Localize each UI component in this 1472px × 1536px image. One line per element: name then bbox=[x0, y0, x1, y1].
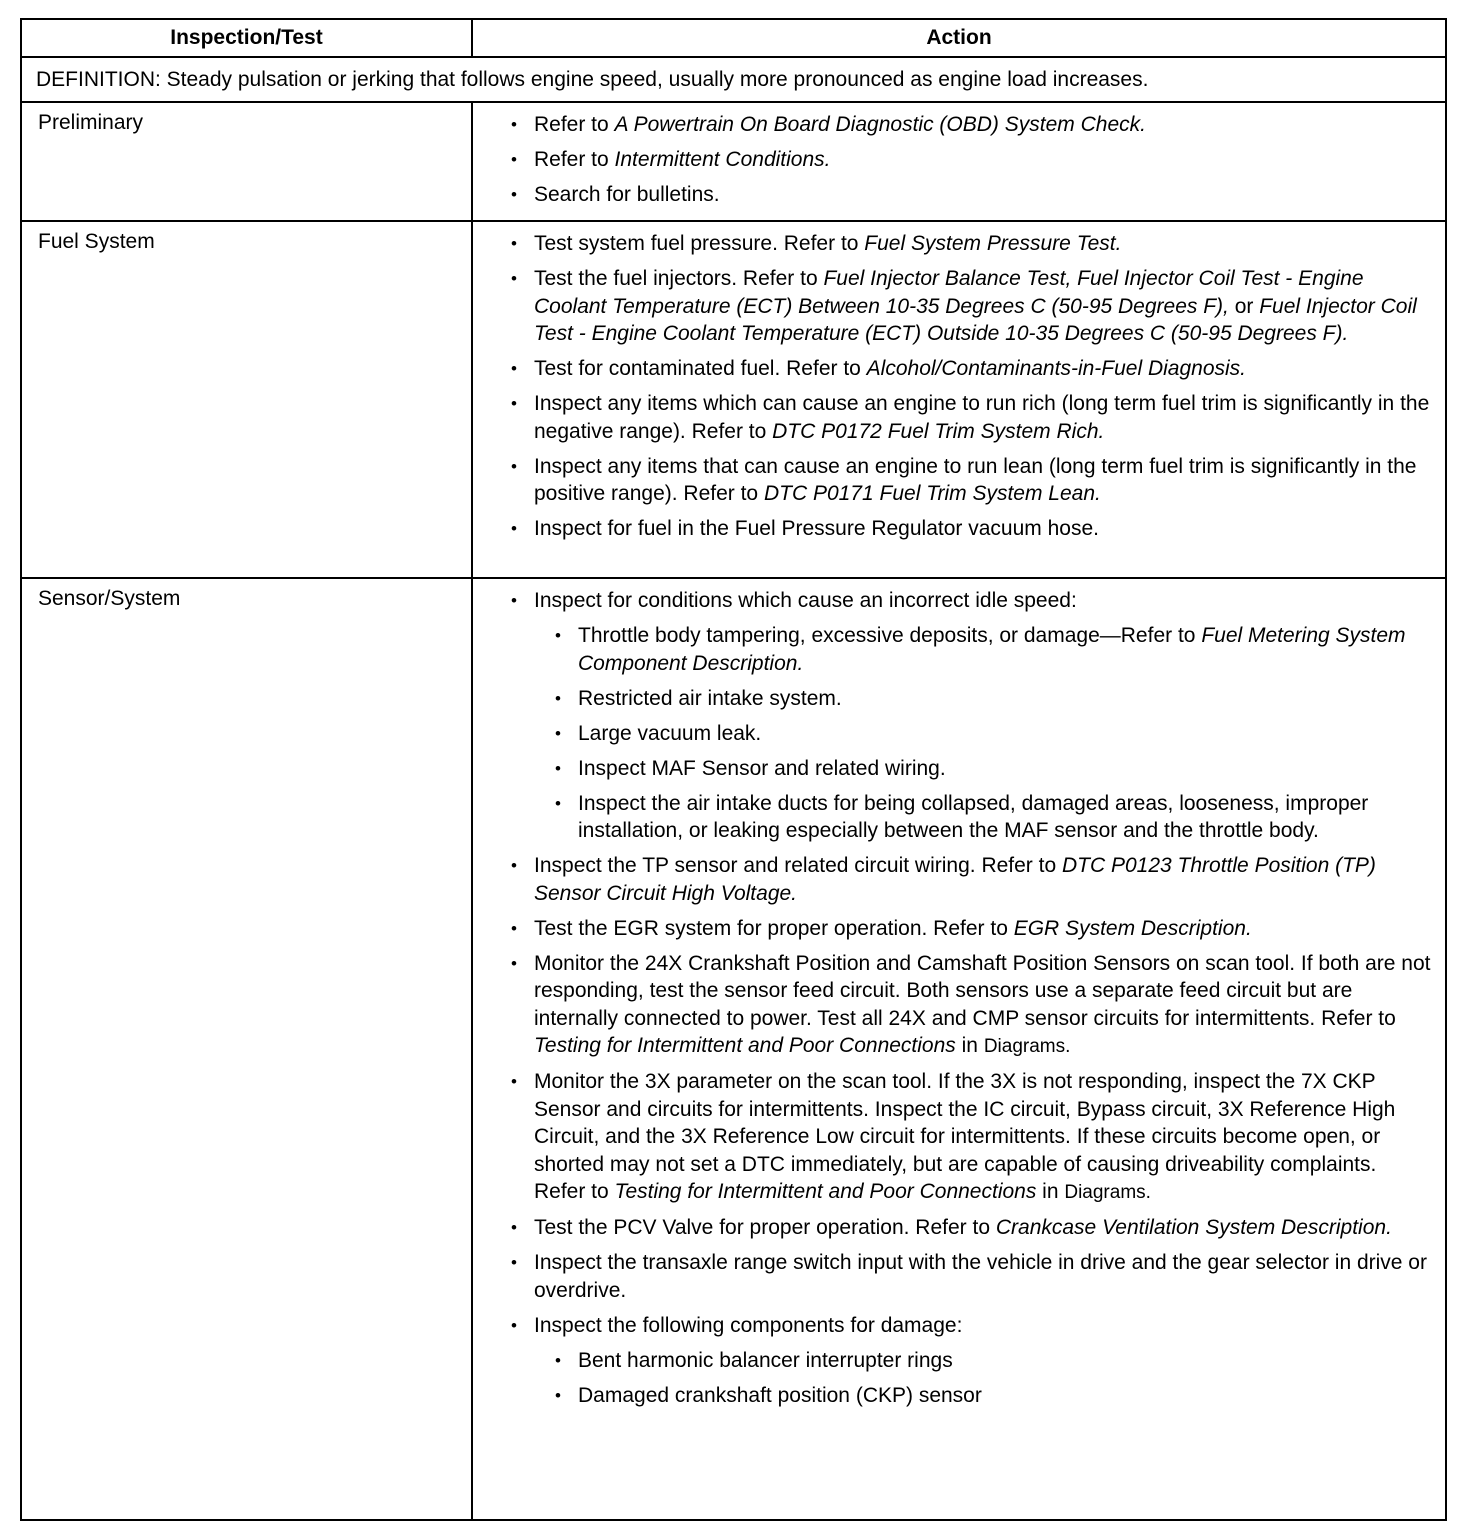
reference-link-text: Fuel Metering System Component Description. bbox=[578, 624, 1406, 675]
bullet-text: Inspect the transaxle range switch input with the vehicle in drive and the gear selector in drive or overdrive. bbox=[534, 1251, 1427, 1302]
bullet-item bbox=[511, 515, 1433, 543]
bullet-text: or bbox=[1234, 294, 1260, 318]
diagnostic-table bbox=[20, 18, 1447, 1521]
definition-text: DEFINITION: Steady pulsation or jerking that follows engine speed, usually more pronounced as engine load increases. bbox=[21, 57, 1446, 102]
bullet-item bbox=[511, 915, 1433, 943]
bullet-list bbox=[511, 230, 1433, 543]
bullet-list bbox=[511, 111, 1433, 209]
bullet-item bbox=[511, 1249, 1433, 1304]
action-cell bbox=[472, 221, 1446, 578]
bullet-item bbox=[511, 453, 1433, 508]
table-row bbox=[21, 221, 1446, 578]
reference-link-text: DTC P0171 Fuel Trim System Lean. bbox=[763, 482, 1101, 505]
bullet-text: Monitor the 3X parameter on the scan tool. If the 3X is not responding, inspect the 7X CKP Sensor and circuits for intermittents. Inspect the IC circuit, Bypass circuit, 3X Reference High Circuit, and the 3X Reference Low circuit for intermittents. If these circuits become open, or shorted may not set a DTC immediately, but are capable of causing driveability complaints. Refer to bbox=[534, 1070, 1396, 1203]
table-row bbox=[21, 102, 1446, 221]
bullet-text: Inspect the following components for damage: bbox=[534, 1313, 963, 1337]
bullet-item bbox=[511, 587, 1433, 845]
bullet-text: Inspect the TP sensor and related circuit wiring. Refer to bbox=[534, 854, 1062, 877]
bullet-item bbox=[511, 355, 1433, 383]
reference-link-text: Testing for Intermittent and Poor Connections bbox=[614, 1180, 1037, 1203]
reference-link-text: Testing for Intermittent and Poor Connections bbox=[534, 1034, 956, 1057]
reference-link-text: A Powertrain On Board Diagnostic (OBD) System Check. bbox=[614, 113, 1146, 136]
reference-link-text: Alcohol/Contaminants-in-Fuel Diagnosis. bbox=[866, 357, 1247, 380]
header-action: Action bbox=[472, 19, 1446, 57]
bullet-text: in bbox=[1036, 1180, 1065, 1203]
bullet-text: Diagrams. bbox=[1064, 1182, 1151, 1203]
bullet-item bbox=[511, 390, 1433, 445]
bullet-item bbox=[511, 146, 1433, 174]
table-row bbox=[21, 578, 1446, 1520]
bullet-list bbox=[511, 587, 1433, 1409]
bullet-item bbox=[555, 790, 1433, 845]
bullet-text: Test the PCV Valve for proper operation. Refer to bbox=[534, 1216, 996, 1239]
bullet-text: in bbox=[955, 1034, 984, 1057]
inspection-label: Preliminary bbox=[21, 102, 472, 221]
sub-bullet-list bbox=[534, 1347, 1433, 1410]
bullet-item bbox=[511, 181, 1433, 209]
bullet-item bbox=[511, 1068, 1433, 1207]
bullet-item bbox=[511, 852, 1433, 907]
action-cell bbox=[472, 102, 1446, 221]
bullet-item bbox=[511, 1312, 1433, 1410]
bullet-text: Search for bulletins. bbox=[534, 183, 720, 206]
bullet-text: Diagrams. bbox=[983, 1036, 1071, 1057]
bullet-text: Refer to bbox=[534, 113, 615, 136]
reference-link-text: DTC P0123 Throttle Position (TP) Sensor Circuit High Voltage. bbox=[534, 854, 1376, 905]
bullet-item bbox=[555, 720, 1433, 748]
definition-row bbox=[21, 57, 1446, 102]
bullet-item bbox=[555, 685, 1433, 713]
bullet-item bbox=[511, 111, 1433, 139]
bullet-item bbox=[555, 1382, 1433, 1410]
bullet-item bbox=[511, 1214, 1433, 1242]
bullet-item bbox=[511, 265, 1433, 348]
action-cell bbox=[472, 578, 1446, 1520]
header-row bbox=[21, 19, 1446, 57]
bullet-text: Test the EGR system for proper operation. Refer to bbox=[534, 916, 1014, 940]
bullet-text: Bent harmonic balancer interrupter rings bbox=[578, 1348, 953, 1372]
bullet-text: Damaged crankshaft position (CKP) sensor bbox=[578, 1383, 982, 1407]
header-inspection-test: Inspection/Test bbox=[21, 19, 472, 57]
reference-link-text: Fuel Injector Coil Test - Engine Coolant Temperature (ECT) Outside 10-35 Degrees C (50-95 Degrees F). bbox=[534, 294, 1417, 345]
bullet-text: Inspect any items that can cause an engine to run lean (long term fuel trim is significantly in the positive range). Refer to bbox=[534, 454, 1417, 505]
bullet-text: Refer to bbox=[534, 148, 615, 171]
inspection-label: Sensor/System bbox=[21, 578, 472, 1520]
bullet-item bbox=[511, 230, 1433, 258]
bullet-text: Test for contaminated fuel. Refer to bbox=[534, 357, 867, 380]
bullet-text: Inspect the air intake ducts for being collapsed, damaged areas, looseness, improper installation, or leaking especially between the MAF sensor and the throttle body. bbox=[578, 791, 1369, 842]
sub-bullet-list bbox=[534, 622, 1433, 845]
reference-link-text: EGR System Description. bbox=[1013, 916, 1252, 940]
reference-link-text: Fuel Injector Balance Test, Fuel Injector Coil Test - Engine Coolant Temperature (ECT) Between 10-35 Degrees C (50-95 Degrees F), bbox=[534, 267, 1364, 318]
reference-link-text: DTC P0172 Fuel Trim System Rich. bbox=[772, 419, 1105, 443]
bullet-item bbox=[555, 755, 1433, 783]
bullet-item bbox=[555, 1347, 1433, 1375]
bullet-text: Inspect any items which can cause an engine to run rich (long term fuel trim is significantly in the negative range). Refer to bbox=[534, 392, 1430, 443]
bullet-text: Inspect for conditions which cause an incorrect idle speed: bbox=[534, 589, 1077, 612]
reference-link-text: Fuel System Pressure Test. bbox=[864, 232, 1122, 255]
bullet-text: Inspect MAF Sensor and related wiring. bbox=[578, 756, 946, 780]
bullet-text: Restricted air intake system. bbox=[578, 686, 842, 710]
reference-link-text: Crankcase Ventilation System Description. bbox=[995, 1216, 1392, 1239]
bullet-text: Test the fuel injectors. Refer to bbox=[534, 267, 824, 290]
bullet-text: Inspect for fuel in the Fuel Pressure Regulator vacuum hose. bbox=[534, 517, 1099, 540]
inspection-label: Fuel System bbox=[21, 221, 472, 578]
bullet-item bbox=[511, 950, 1433, 1061]
bullet-text: Throttle body tampering, excessive deposits, or damage—Refer to bbox=[578, 624, 1202, 647]
bullet-item bbox=[555, 622, 1433, 677]
bullet-text: Monitor the 24X Crankshaft Position and Camshaft Position Sensors on scan tool. If both are not responding, test the sensor feed circuit. Both sensors use a separate feed circuit but are internally connected to power. Test all 24X and CMP sensor circuits for intermittents. Refer to bbox=[534, 951, 1431, 1030]
bullet-text: Test system fuel pressure. Refer to bbox=[534, 232, 865, 255]
reference-link-text: Intermittent Conditions. bbox=[614, 148, 831, 171]
bullet-text: Large vacuum leak. bbox=[578, 721, 762, 745]
